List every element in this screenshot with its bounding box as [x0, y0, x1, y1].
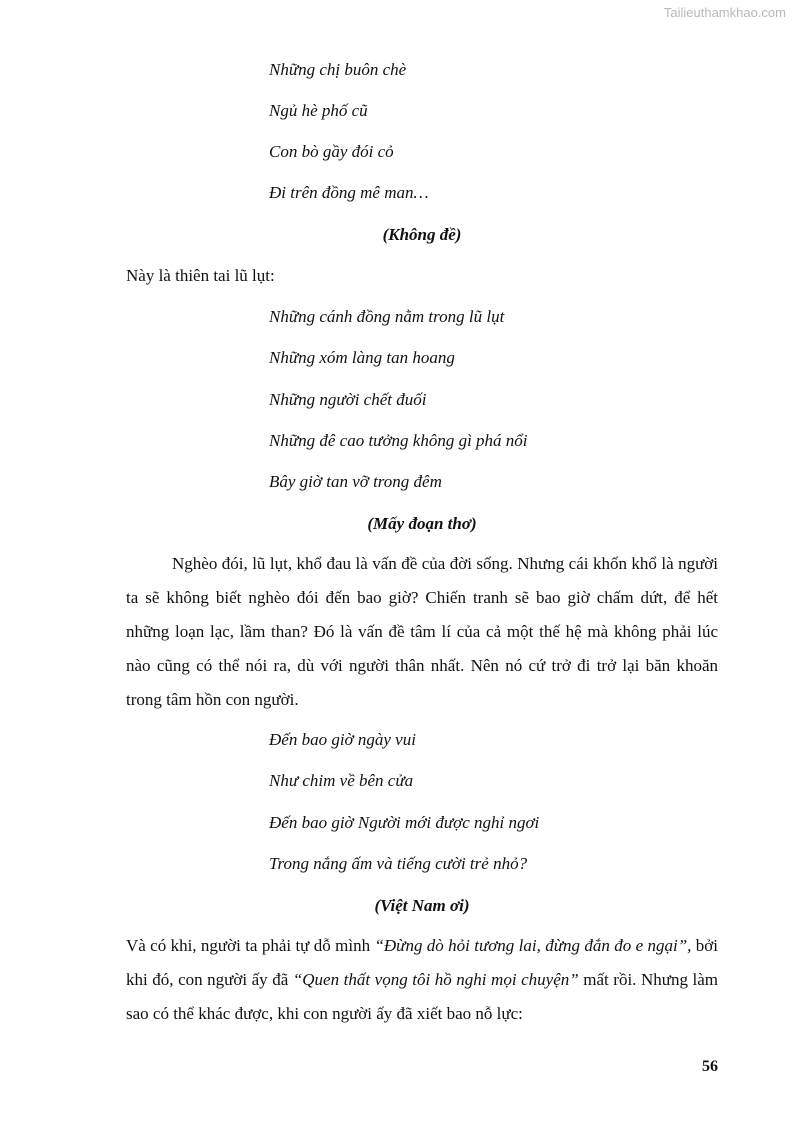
page-number: 56	[702, 1058, 718, 1075]
verse-line: Những xóm làng tan hoang	[269, 348, 455, 367]
verse-line: Đến bao giờ ngày vui	[269, 730, 416, 749]
watermark: Tailieuthamkhao.com	[663, 5, 786, 20]
verse-line: Bây giờ tan vỡ trong đêm	[269, 472, 442, 491]
verse-line: Những chị buôn chè	[269, 60, 407, 79]
verse-line: Những cánh đồng nằm trong lũ lụt	[269, 307, 505, 326]
body-paragraph	[126, 929, 718, 1031]
verse-line: Trong nắng ấm và tiếng cười trẻ nhỏ?	[269, 854, 528, 873]
paragraph-text: mất rồi. Nhưng làm sao có thể khác được, khi con người ấy đã xiết bao nỗ lực:	[126, 970, 719, 1023]
verse-line: Đi trên đồng mê man…	[269, 183, 429, 202]
poem-source: (Mấy đoạn thơ)	[367, 514, 477, 533]
poem-source: (Việt Nam ơi)	[374, 896, 470, 915]
body-paragraph	[126, 547, 718, 717]
verse-line: Đến bao giờ Người mới được nghỉ ngơi	[269, 813, 540, 832]
verse-line: Những đê cao tưởng không gì phá nổi	[269, 431, 528, 450]
verse-line: Như chim về bên cửa	[269, 771, 414, 790]
paragraph-text: Và có khi, người ta phải tự dỗ mình	[126, 936, 375, 955]
quote-text: “Đừng dò hỏi tương lai, đừng đắn đo e ngại”,	[374, 936, 692, 955]
poem-source: (Không đề)	[382, 225, 462, 244]
paragraph-text: bởi khi đó, con người ấy đã	[126, 936, 718, 989]
quote-text: “Quen thất vọng tôi hồ nghi mọi chuyện”	[292, 970, 579, 989]
paragraph-text: Nghèo đói, lũ lụt, khổ đau là vấn đề của đời sống. Nhưng cái khốn khổ là người ta sẽ không biết nghèo đói đến bao giờ? Chiến tranh sẽ bao giờ chấm dứt, để hết những loạn lạc, lầm than? Đó là vấn đề tâm lí của cả một thế hệ mà không phải lúc nào cũng có thể nói ra, dù với người thân nhất. Nên nó cứ trở đi trở lại băn khoăn trong tâm hồn con người.	[126, 554, 718, 709]
verse-line: Con bò gầy đói cỏ	[269, 142, 394, 161]
intro-line: Này là thiên tai lũ lụt:	[126, 266, 275, 285]
verse-line: Những người chết đuối	[269, 390, 427, 409]
verse-line: Ngủ hè phố cũ	[269, 101, 368, 120]
